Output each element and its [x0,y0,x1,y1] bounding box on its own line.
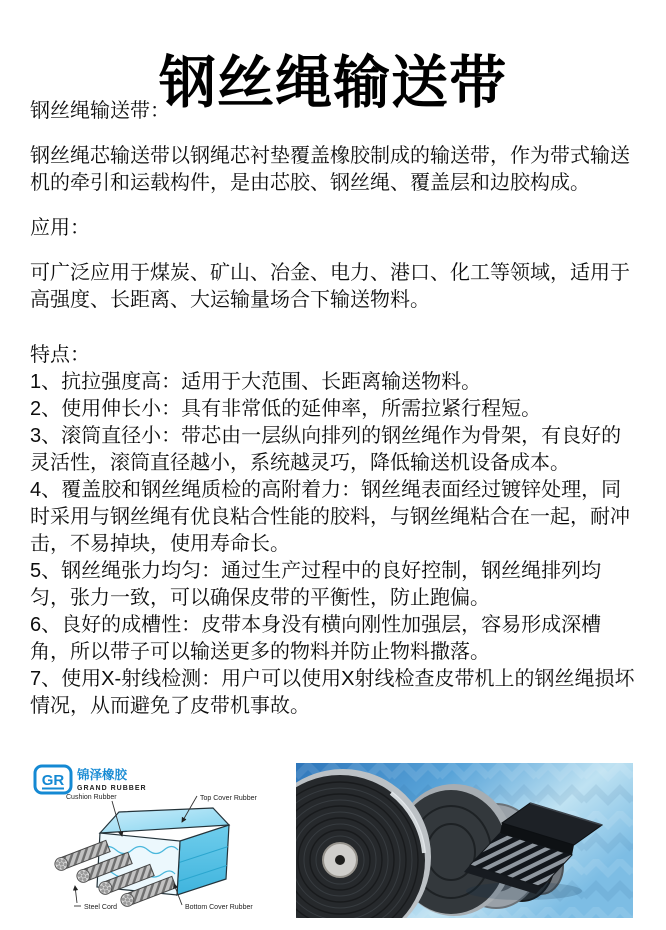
feature-item: 6、良好的成槽性：皮带本身没有横向刚性加强层，容易形成深槽角，所以带子可以输送更多的物料并防止物料撒落。 [30,614,602,663]
body-text [30,98,638,720]
belt-structure-diagram [30,762,283,920]
logo-monogram-icon: GR [41,772,65,789]
bottom-cover-rubber-label: Bottom Cover Rubber [185,904,253,911]
feature-item: 2、使用伸长小：具有非常低的延伸率，所需拉紧行程短。 [30,398,542,420]
figure-row [0,760,666,922]
page-title: 钢丝绳输送带 [159,51,507,116]
feature-item: 7、使用X-射线检测：用户可以使用X射线检查皮带机上的钢丝绳损坏情况，从而避免了皮带机事故。 [30,668,635,717]
brand-name-en: GRAND RUBBER [77,785,147,792]
conveyor-belt-photo-image [296,763,633,918]
belt-block-drawing [53,808,229,908]
steel-cord-label: Steel Cord [84,904,118,911]
brand-name-cn: 锦泽橡胶 [77,768,128,782]
intro-paragraph: 钢丝绳芯输送带以钢绳芯衬垫覆盖橡胶制成的输送带，作为带式输送机的牵引和运载构件，是由芯胶、钢丝绳、覆盖层和边胶构成。 [30,145,630,194]
top-cover-face [100,808,229,833]
side-face [177,825,229,895]
feature-item: 1、抗拉强度高：适用于大范围、长距离输送物料。 [30,371,482,393]
features-label: 特点： [30,344,90,366]
feature-item: 5、钢丝绳张力均匀：通过生产过程中的良好控制，钢丝绳排列均匀，张力一致，可以确保皮带的平衡性，防止跑偏。 [30,560,602,609]
belt-structure-diagram-image [30,762,283,920]
roll-core-hole [335,855,345,865]
conveyor-belt-photo [296,763,633,918]
feature-item: 3、滚筒直径小：带芯由一层纵向排列的钢丝绳作为骨架，有良好的灵活性，滚筒直径越小，系统越灵巧，降低输送机设备成本。 [30,425,622,474]
feature-item: 4、覆盖胶和钢丝绳质检的高附着力：钢丝绳表面经过镀锌处理，同时采用与钢丝绳有优良粘合性能的胶料，与钢丝绳粘合在一起，耐冲击，不易掉块，使用寿命长。 [30,479,630,555]
application-label: 应用： [30,217,90,239]
features-list [30,369,638,720]
steel-cord-leader-line [75,886,77,903]
grand-rubber-logo [35,766,147,793]
top-cover-rubber-label: Top Cover Rubber [200,795,257,802]
intro-label: 钢丝绳输送带： [30,100,170,122]
application-paragraph: 可广泛应用于煤炭、矿山、冶金、电力、港口、化工等领域，适用于高强度、长距离、大运输量场合下输送物料。 [30,262,630,311]
cushion-rubber-label: Cushion Rubber [66,794,117,801]
